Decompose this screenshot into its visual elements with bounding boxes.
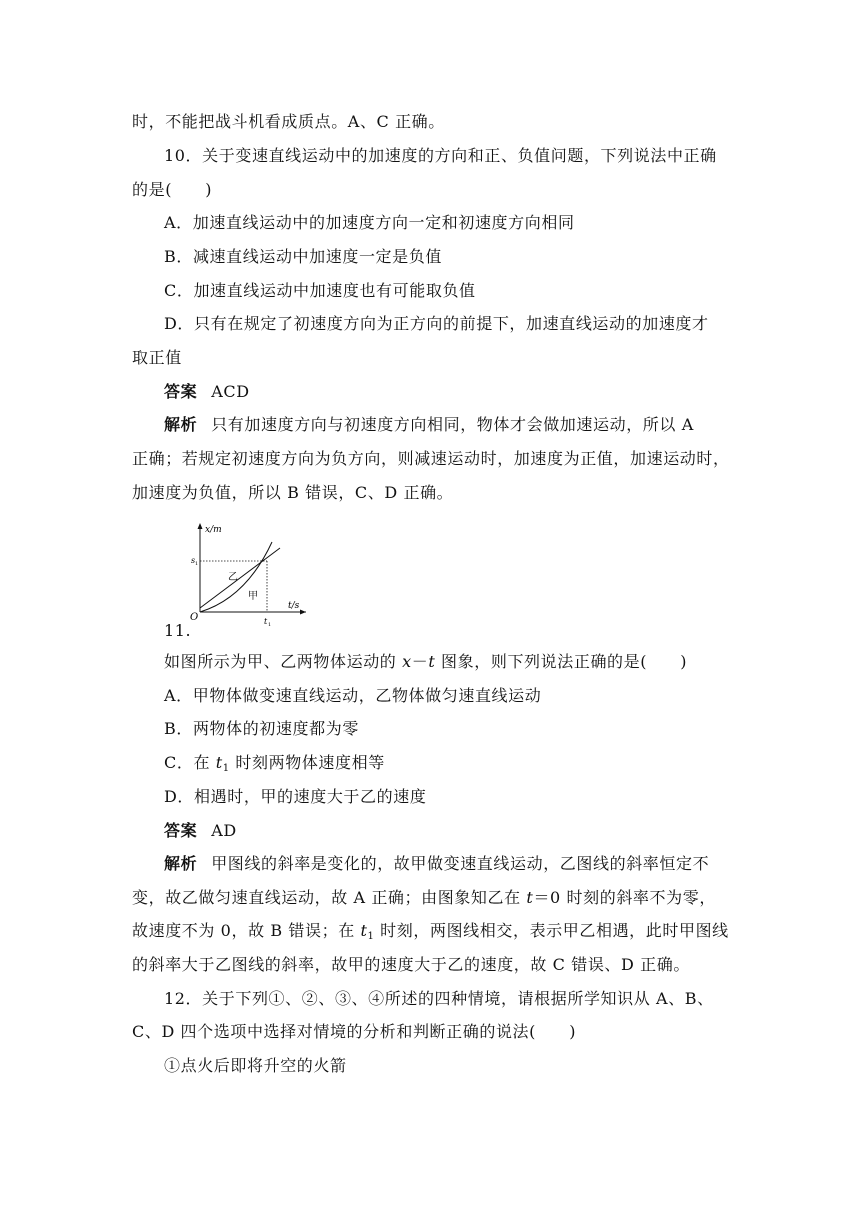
q10-stem-line-1: 10．关于变速直线运动中的加速度的方向和正、负值问题，下列说法中正确 bbox=[164, 146, 717, 165]
analysis-label: 解析 bbox=[164, 415, 198, 434]
t1-label: t bbox=[264, 617, 268, 626]
analysis-label: 解析 bbox=[164, 854, 198, 873]
x-axis-arrow bbox=[300, 610, 306, 615]
q9-tail: 时，不能把战斗机看成质点。A、C 正确。 bbox=[132, 112, 445, 131]
q10-option-d-line-2: 取正值 bbox=[132, 348, 182, 367]
q10-analysis-line-2: 正确；若规定初速度方向为负方向，则减速运动时，加速度为正值，加速运动时， bbox=[132, 449, 730, 468]
analysis-text: 只有加速度方向与初速度方向相同，物体才会做加速运动，所以 A bbox=[211, 415, 694, 434]
line-yi-label: 乙 bbox=[228, 572, 238, 583]
xt-graph-figure bbox=[188, 520, 308, 628]
answer-value: ACD bbox=[211, 382, 250, 401]
answer-label: 答案 bbox=[164, 382, 198, 401]
q10-analysis-line-1 bbox=[164, 414, 764, 436]
q10-analysis-line-3: 加速度为负值，所以 B 错误，C、D 正确。 bbox=[132, 483, 454, 502]
answer-value: AD bbox=[211, 821, 237, 840]
q11-stem: 如图所示为甲、乙两物体运动的 x－t 图象，则下列说法正确的是( ) bbox=[164, 652, 688, 671]
q11-analysis-line-2: 变，故乙做匀速直线运动，故 A 正确；由图象知乙在 t＝0 时刻的斜率不为零， bbox=[132, 888, 716, 907]
q11-answer bbox=[164, 820, 764, 842]
y-axis-label: x/m bbox=[205, 525, 222, 535]
y-axis-arrow bbox=[198, 523, 203, 529]
answer-label: 答案 bbox=[164, 821, 198, 840]
analysis-text: 甲图线的斜率是变化的，故甲做变速直线运动，乙图线的斜率恒定不 bbox=[211, 854, 710, 873]
t1-subscript: 1 bbox=[268, 622, 272, 628]
q11-option-c: C．在 $t_1$ 时刻两物体速度相等 bbox=[164, 753, 385, 774]
q11-analysis-line-3: 故速度不为 0，故 B 错误；在 $t_1$ 时刻，两图线相交，表示甲乙相遇，此时甲图线 bbox=[132, 921, 729, 942]
s1-label: s bbox=[191, 556, 196, 565]
q11-option-a: A．甲物体做变速直线运动，乙物体做匀速直线运动 bbox=[164, 686, 542, 705]
q11-analysis-line-1 bbox=[164, 853, 764, 875]
q10-answer bbox=[164, 381, 764, 403]
q10-option-d-line-1: D．只有在规定了初速度方向为正方向的前提下，加速直线运动的加速度才 bbox=[164, 314, 709, 333]
s1-subscript: 1 bbox=[195, 561, 199, 567]
q12-item-1: ①点火后即将升空的火箭 bbox=[164, 1056, 347, 1075]
origin-label: O bbox=[190, 612, 199, 623]
q12-stem-line-2: C、D 四个选项中选择对情境的分析和判断正确的说法( ) bbox=[132, 1022, 577, 1041]
q11-analysis-line-4: 的斜率大于乙图线的斜率，故甲的速度大于乙的速度，故 C 错误、D 正确。 bbox=[132, 955, 690, 974]
q11-option-b: B．两物体的初速度都为零 bbox=[164, 719, 359, 738]
q11-number: 11. bbox=[164, 621, 192, 640]
q11-option-d: D．相遇时，甲的速度大于乙的速度 bbox=[164, 787, 427, 806]
q10-stem-line-2: 的是( ) bbox=[132, 180, 213, 199]
curve-jia-label: 甲 bbox=[248, 591, 258, 602]
q12-stem-line-1: 12．关于下列①、②、③、④所述的四种情境，请根据所学知识从 A、B、 bbox=[164, 989, 714, 1008]
q10-option-a: A．加速直线运动中的加速度方向一定和初速度方向相同 bbox=[164, 213, 575, 232]
x-axis-label: t/s bbox=[288, 601, 300, 611]
q10-option-b: B．减速直线运动中加速度一定是负值 bbox=[164, 247, 442, 266]
line-yi bbox=[200, 548, 280, 608]
q10-option-c: C．加速直线运动中加速度也有可能取负值 bbox=[164, 281, 476, 300]
